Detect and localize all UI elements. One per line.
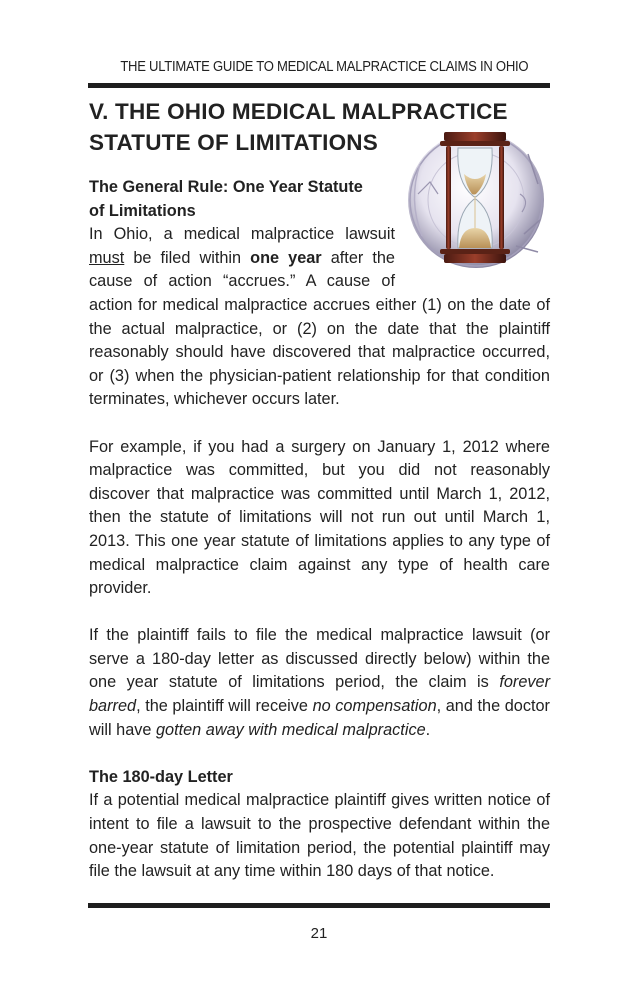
body-text [89, 176, 550, 884]
intro-text-2: be filed within [124, 248, 251, 267]
chapter-title-line-2: STATUTE OF LIMITATIONS [89, 130, 378, 155]
running-header: THE ULTIMATE GUIDE TO MEDICAL MALPRACTICE CLAIMS IN OHIO [120, 58, 529, 75]
forever-barred-emphasis: forever barred [89, 673, 550, 716]
section-heading-line-2: of Limitations [89, 201, 196, 220]
intro-line-3: cause of action “accrues.” A cause of [89, 272, 395, 291]
notice-paragraph: If a potential medical malpractice plaintiff gives written notice of intent to file a lawsuit to the prospective defendant within the one-year statute of limitation period, the potential plaintiff may file the lawsuit at any time within 180 days of that notice. [89, 791, 550, 881]
forever-barred-paragraph [89, 624, 550, 742]
example-paragraph: For example, if you had a surgery on January 1, 2012 where malpractice was committed, but you did not reasonably discover that malpractice was committed until March 1, 2012, then the statute of limitations will not run out until March 1, 2013. This one year statute of limitations applies to any type of medical malpractice claim against any type of health care provider. [89, 437, 550, 598]
para3-text-b: , the plaintiff will receive [136, 697, 313, 716]
intro-paragraph [89, 223, 395, 294]
one-year-emphasis: one year [250, 248, 322, 267]
para3-text-a: If the plaintiff fails to file the medical malpractice lawsuit (or serve a 180-day letter as discussed directly below) within the one year statute of limitations period, the claim is [89, 626, 550, 692]
para3-text-d: . [425, 720, 431, 739]
intro-text-3: after the [321, 248, 395, 267]
accrual-paragraph: action for medical malpractice accrues either (1) on the date of the actual malpractice, or (2) on the date that the plaintiff reasonably should have discovered that malpractice occurred, or (3) when the physician-patient relationship for that condition terminates, whichever occurs later. [89, 295, 550, 409]
intro-line-1: In Ohio, a medical malpractice lawsuit [89, 225, 395, 244]
footer-rule [88, 903, 550, 908]
gotten-away-emphasis: gotten away with medical malpractice [155, 720, 426, 739]
section-heading-line-1: The General Rule: One Year Statute [89, 178, 363, 196]
section-heading-general-rule [89, 176, 395, 223]
no-compensation-emphasis: no compensation [312, 697, 437, 716]
section-heading-180-day-letter: The 180-day Letter [89, 767, 233, 786]
page-number: 21 [310, 925, 328, 942]
must-emphasis: must [89, 248, 125, 267]
header-rule [88, 83, 550, 88]
para3-text-c: , and the doctor will have [89, 697, 550, 739]
chapter-title-line-1: V. THE OHIO MEDICAL MALPRACTICE [89, 99, 508, 124]
